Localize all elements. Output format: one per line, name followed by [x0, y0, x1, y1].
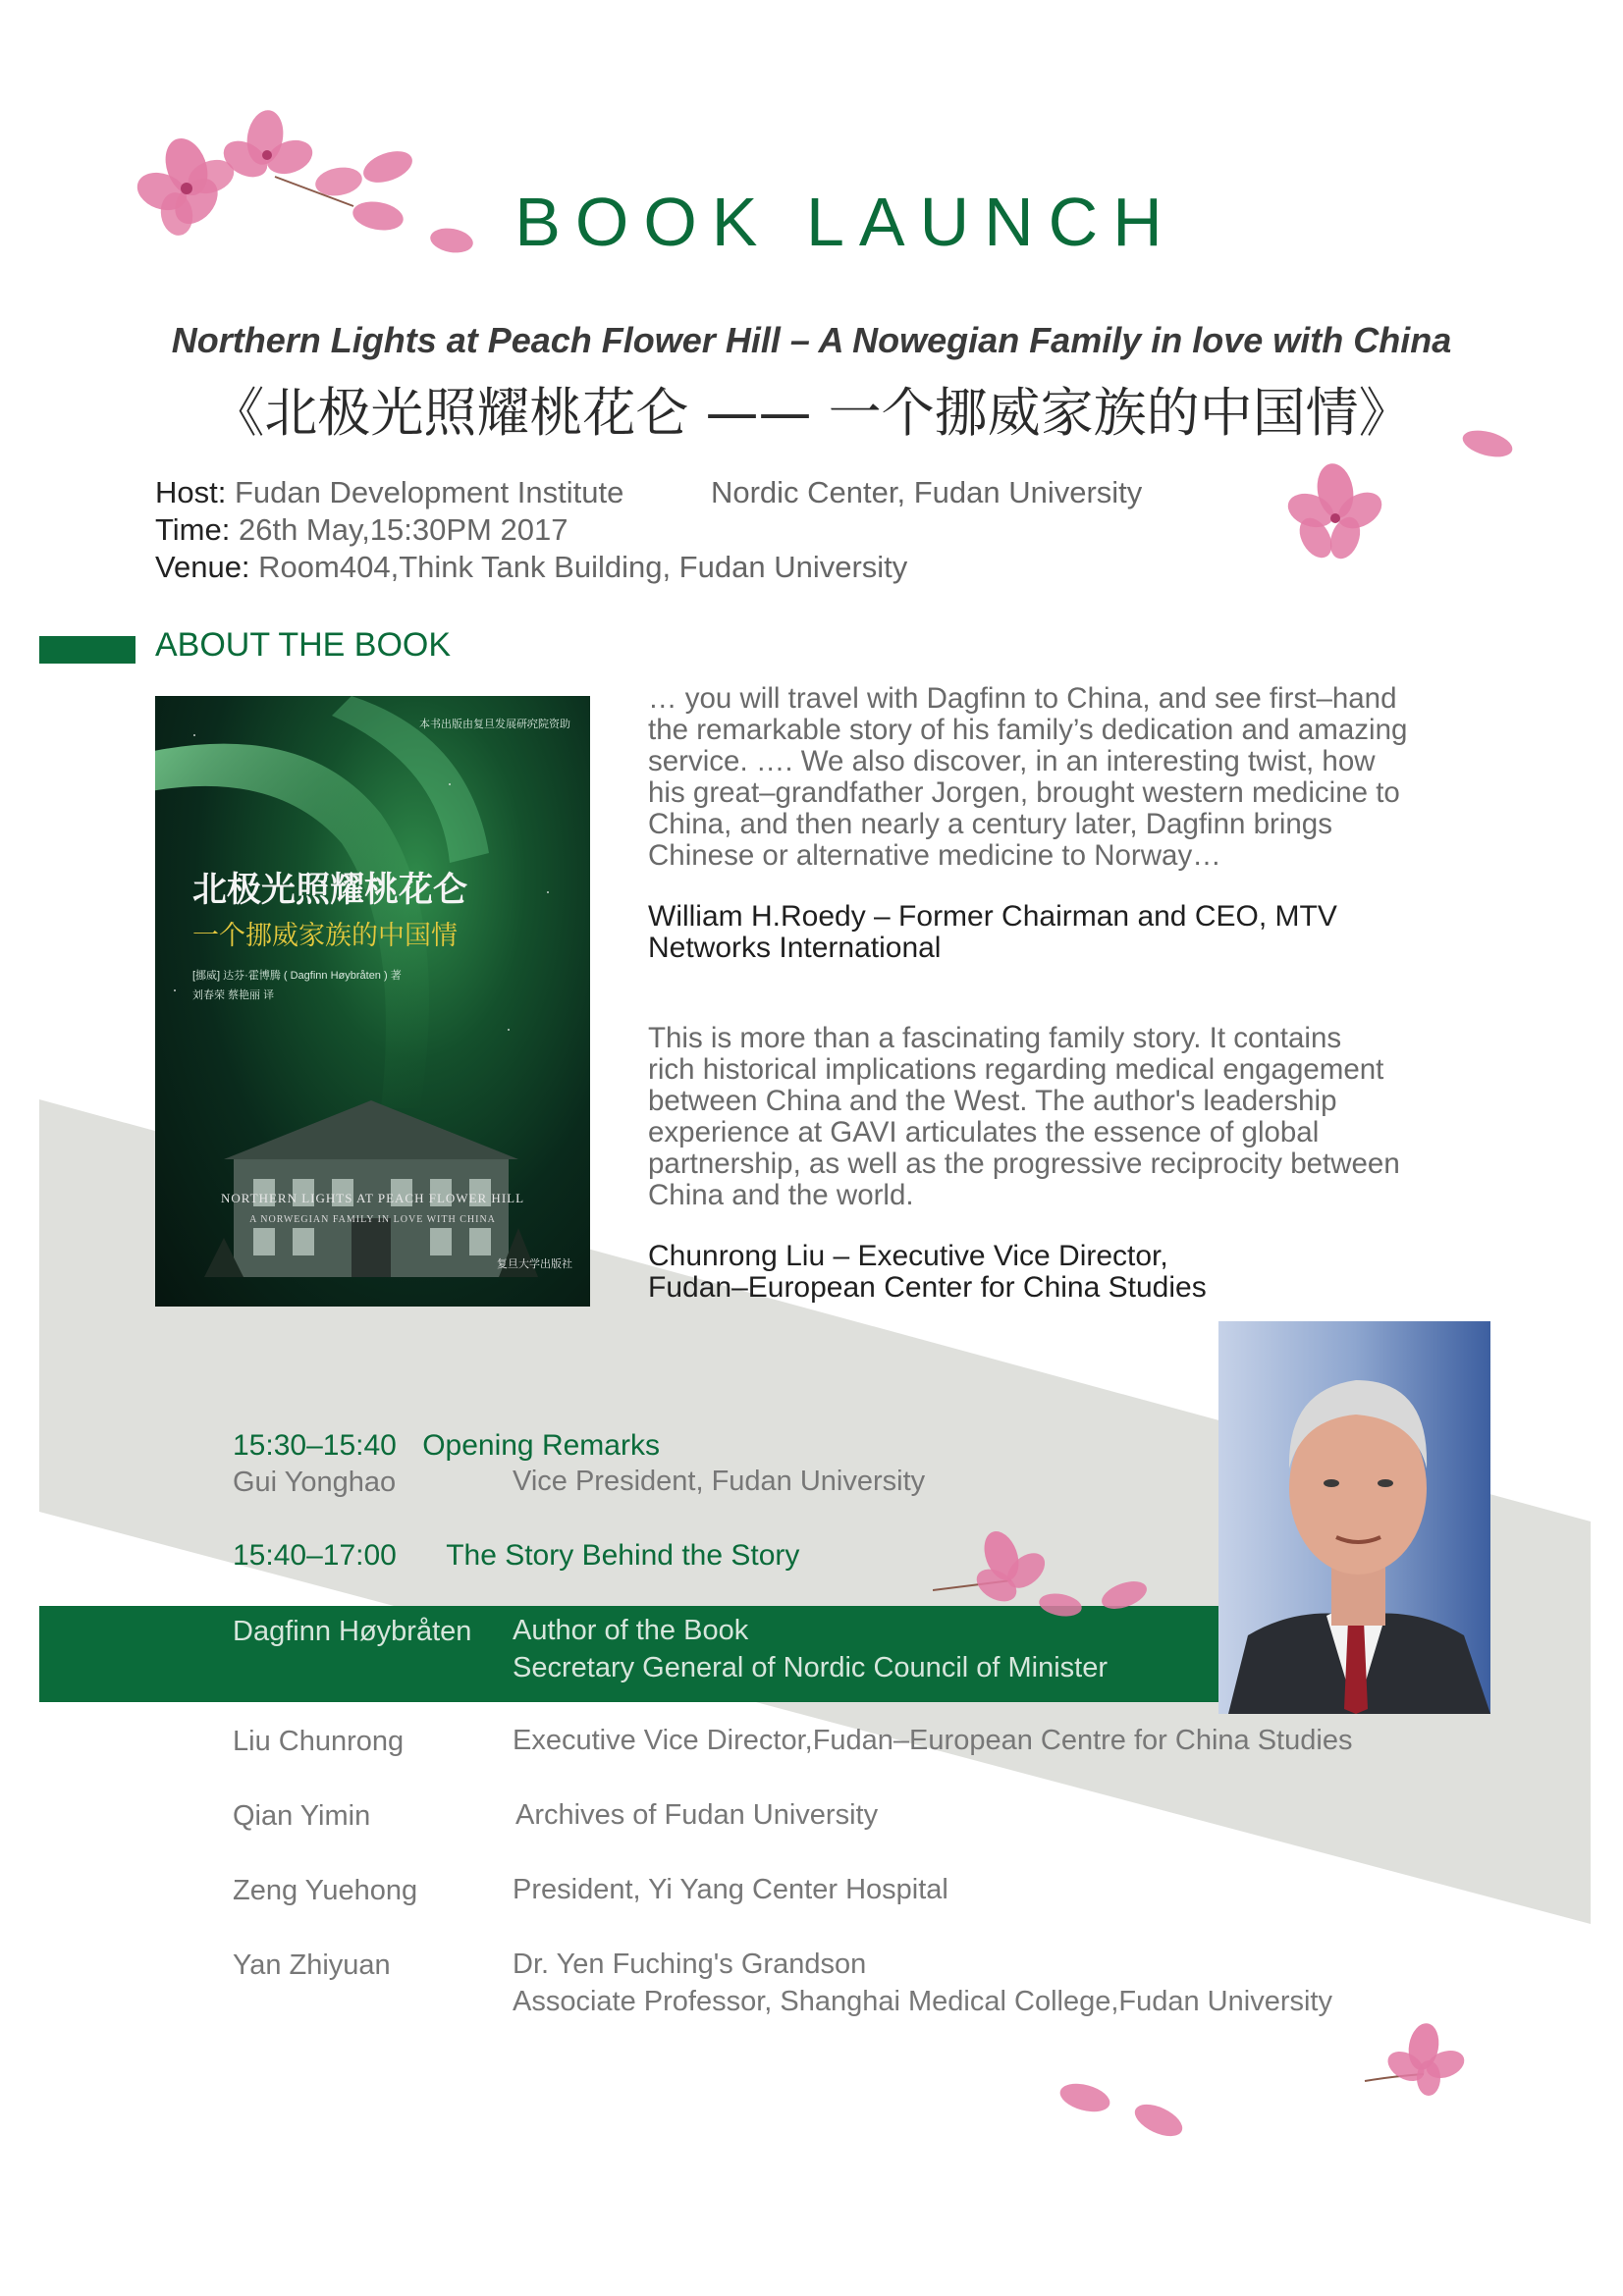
book-title-english: Northern Lights at Peach Flower Hill – A Nowegian Family in love with China	[171, 320, 1452, 360]
host-value-2: Nordic Center, Fudan University	[710, 475, 1143, 509]
session-1-title: Opening Remarks	[422, 1429, 660, 1462]
session-2-time: 15:40–17:00	[233, 1539, 397, 1572]
quote-line: … you will travel with Dagfinn to China, and see first–hand	[648, 682, 1397, 715]
speaker-role: President, Yi Yang Center Hospital	[513, 1874, 948, 1905]
cherry-blossom-cluster-middle	[933, 1526, 1159, 1634]
venue-label: Venue:	[155, 550, 250, 584]
speaker-portrait-illustration	[1218, 1321, 1490, 1714]
session-2-heading	[233, 1539, 799, 1573]
house-illustration	[204, 1091, 538, 1277]
speaker-role-line: Dr. Yen Fuching's Grandson	[513, 1949, 867, 1980]
time-label: Time:	[155, 512, 231, 547]
cherry-blossom-cluster-bottom-right	[1041, 2017, 1473, 2145]
cover-top-note: 本书出版由复旦发展研究院资助	[419, 719, 570, 730]
quote-line: between China and the West. The author's leadership	[648, 1085, 1337, 1117]
quote-line: the remarkable story of his family’s dedication and amazing	[648, 714, 1408, 746]
cover-subtitle-english: A NORWEGIAN FAMILY IN LOVE WITH CHINA	[249, 1214, 496, 1225]
cover-translators: 刘春荣 蔡艳丽 译	[192, 989, 275, 1001]
speaker-role-line: Associate Professor, Shanghai Medical College,Fudan University	[513, 1986, 1332, 2017]
quote-line: Chinese or alternative medicine to Norway…	[648, 839, 1221, 872]
venue-line	[155, 550, 907, 585]
speaker-portrait-photo	[1218, 1321, 1490, 1714]
host-label: Host:	[155, 475, 227, 509]
cover-title-english: NORTHERN LIGHTS AT PEACH FLOWER HILL	[220, 1191, 525, 1205]
speaker-name: Liu Chunrong	[233, 1726, 405, 1757]
attribution-line: William H.Roedy – Former Chairman and CEO, MTV	[648, 900, 1337, 933]
speaker-role-line: Author of the Book	[513, 1615, 749, 1646]
attribution-line: Chunrong Liu – Executive Vice Director,	[648, 1240, 1168, 1272]
section-accent-bar	[39, 636, 135, 664]
quote-2-attribution	[648, 1241, 1512, 1304]
quote-line: China, and then nearly a century later, Dagfinn brings	[648, 808, 1332, 840]
book-cover-image	[155, 696, 590, 1307]
session-1-speaker-name: Gui Yonghao	[233, 1467, 397, 1498]
quote-line: This is more than a fascinating family story. It contains	[648, 1022, 1342, 1054]
speaker-name: Qian Yimin	[233, 1800, 371, 1832]
session-1-time: 15:30–15:40	[233, 1429, 397, 1462]
quote-line: rich historical implications regarding medical engagement	[648, 1053, 1384, 1086]
cover-subtitle-chinese: 一个挪威家族的中国情	[192, 921, 458, 951]
quote-line: service. …. We also discover, in an interesting twist, how	[648, 745, 1376, 777]
speaker-role-line: Secretary General of Nordic Council of Minister	[513, 1652, 1109, 1683]
host-value: Fudan Development Institute	[234, 475, 624, 509]
attribution-line: Networks International	[648, 932, 942, 964]
venue-value: Room404,Think Tank Building, Fudan University	[258, 550, 908, 584]
cover-title-chinese: 北极光照耀桃花仑	[192, 871, 468, 910]
attribution-line: Fudan–European Center for China Studies	[648, 1271, 1207, 1304]
speaker-name: Dagfinn Høybråten	[233, 1616, 472, 1647]
cover-publisher: 复旦大学出版社	[497, 1258, 572, 1270]
quote-line: his great–grandfather Jorgen, brought western medicine to	[648, 776, 1400, 809]
host-line	[155, 475, 1142, 510]
cherry-blossom-cluster-right	[1276, 422, 1532, 569]
speaker-role: Archives of Fudan University	[515, 1799, 879, 1831]
quote-line: China and the world.	[648, 1179, 914, 1211]
speaker-role	[513, 1946, 1332, 2020]
cherry-blossom-cluster-top-left	[128, 98, 491, 265]
book-title-chinese: 《北极光照耀桃花仑 —— 一个挪威家族的中国情》	[211, 382, 1412, 444]
quote-line: partnership, as well as the progressive reciprocity between	[648, 1148, 1400, 1180]
speaker-role: Executive Vice Director,Fudan–European Centre for China Studies	[513, 1725, 1353, 1756]
speaker-name: Zeng Yuehong	[233, 1875, 418, 1906]
session-1-heading	[233, 1429, 660, 1463]
quote-1	[648, 683, 1512, 872]
time-value: 26th May,15:30PM 2017	[238, 512, 568, 547]
main-title: BOOK LAUNCH	[514, 184, 1177, 260]
speaker-name: Yan Zhiyuan	[233, 1949, 391, 1981]
session-2-title: The Story Behind the Story	[446, 1539, 800, 1572]
about-the-book-heading: ABOUT THE BOOK	[155, 626, 452, 664]
time-line	[155, 512, 568, 548]
cover-author: [挪威] 达芬·霍博腾 ( Dagfinn Høybråten ) 著	[192, 970, 402, 982]
quote-1-attribution	[648, 901, 1512, 964]
session-1-speaker-role: Vice President, Fudan University	[513, 1466, 926, 1497]
quote-line: experience at GAVI articulates the essence of global	[648, 1116, 1320, 1148]
quote-2	[648, 1023, 1512, 1211]
